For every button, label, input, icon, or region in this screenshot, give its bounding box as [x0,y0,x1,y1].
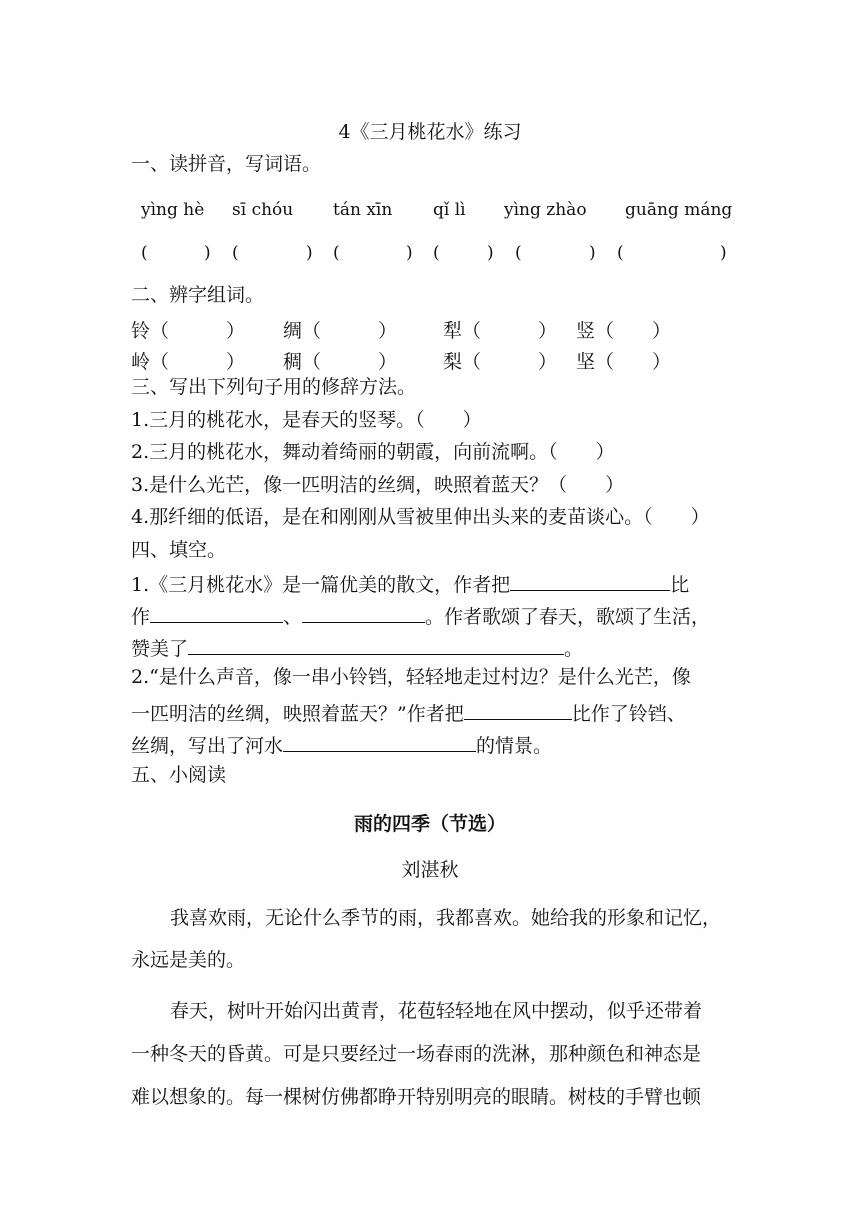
text: 比作了铃铛、 [571,703,686,725]
pinyin-item: yìng hè [141,200,205,220]
pinyin-item: qǐ lì [433,200,466,220]
fill-q2-line3 [131,733,552,756]
answer-blank-left: ( [141,243,148,263]
char-item: 犁（ ） [443,320,558,342]
text: 。作者歌颂了春天，歌颂了生活， [425,606,711,628]
fill-q2-line1: 2.“是什么声音，像一串小铃铛，轻轻地走过村边？是什么光芒，像 [131,666,691,688]
char-item: 竖（ ） [576,320,672,342]
text: 。 [564,638,584,660]
char-item: 梨（ ） [443,351,558,373]
answer-blank-right: ) [406,243,413,263]
char: 竖 [576,320,596,342]
rhetoric-item: 4.那纤细的低语，是在和刚刚从雪被里伸出头来的麦苗谈心。（ ） [131,506,710,528]
section-1-heading: 一、读拼音，写词语。 [131,153,322,175]
reading-paragraph-line: 难以想象的。每一棵树仿佛都睁开特别明亮的眼睛。树枝的手臂也顿 [131,1086,702,1108]
char-item: 稠（ ） [283,351,398,373]
char: 稠 [283,351,303,373]
fill-q2-line2 [131,701,686,724]
fill-blank [464,701,572,720]
rhetoric-item: 2.三月的桃花水，舞动着绮丽的朝霞，向前流啊。（ ） [131,441,615,463]
answer-blank-left: ( [617,243,624,263]
section-2-heading: 二、辨字组词。 [131,284,265,306]
char-item: 绸（ ） [283,320,398,342]
text: 的情景。 [476,735,553,757]
rhetoric-item: 3.是什么光芒，像一匹明洁的丝绸，映照着蓝天？（ ） [131,474,625,496]
reading-paragraph-line: 一种冬天的昏黄。可是只要经过一场春雨的洗淋，那种颜色和神态是 [131,1043,702,1065]
char: 坚 [576,351,596,373]
answer-blank-right: ) [720,243,727,263]
pinyin-item: tán xīn [333,200,393,220]
fill-blank [510,572,670,591]
char-item: 铃（ ） [131,320,246,342]
fill-blank [302,604,425,623]
text: 1.《三月桃花水》是一篇优美的散文，作者把 [131,574,511,596]
reading-paragraph-line: 春天，树叶开始闪出黄青，花苞轻轻地在风中摆动，似乎还带着 [170,1000,703,1022]
text: 比 [670,574,690,596]
answer-blank-right: ) [306,243,313,263]
pinyin-item: sī chóu [232,200,294,220]
section-4-heading: 四、填空。 [131,539,227,561]
answer-blank-left: ( [232,243,239,263]
char: 铃 [131,320,151,342]
text: 赞美了 [131,638,189,660]
char-item: 岭（ ） [131,351,246,373]
answer-blank-left: ( [515,243,522,263]
rhetoric-item: 1.三月的桃花水，是春天的竖琴。（ ） [131,409,482,431]
pinyin-item: guāng máng [625,200,733,220]
page-title: 4《三月桃花水》练习 [338,121,522,143]
char: 犁 [443,320,463,342]
section-3-heading: 三、写出下列句子用的修辞方法。 [131,376,417,398]
char-item: 坚（ ） [576,351,672,373]
char: 梨 [443,351,463,373]
reading-paragraph-line: 永远是美的。 [131,949,246,971]
pinyin-item: yìng zhào [504,200,587,220]
fill-blank [150,604,283,623]
answer-blank-left: ( [433,243,440,263]
reading-author: 刘湛秋 [401,859,459,881]
answer-blank-right: ) [487,243,494,263]
fill-q1-line2 [131,604,710,627]
fill-blank [188,636,564,655]
fill-blank [283,733,476,752]
fill-q1-line1 [131,572,689,595]
char: 绸 [283,320,303,342]
text: 丝绸，写出了河水 [131,735,284,757]
fill-q1-line3 [131,636,583,659]
text: 、 [283,606,303,628]
text: 一匹明洁的丝绸，映照着蓝天？”作者把 [131,703,464,725]
answer-blank-right: ) [589,243,596,263]
reading-title: 雨的四季（节选） [353,813,506,835]
answer-blank-right: ) [204,243,211,263]
reading-paragraph-line: 我喜欢雨，无论什么季节的雨，我都喜欢。她给我的形象和记忆， [170,907,722,929]
section-5-heading: 五、小阅读 [131,764,227,786]
text: 作 [131,606,151,628]
char: 岭 [131,351,151,373]
answer-blank-left: ( [333,243,340,263]
